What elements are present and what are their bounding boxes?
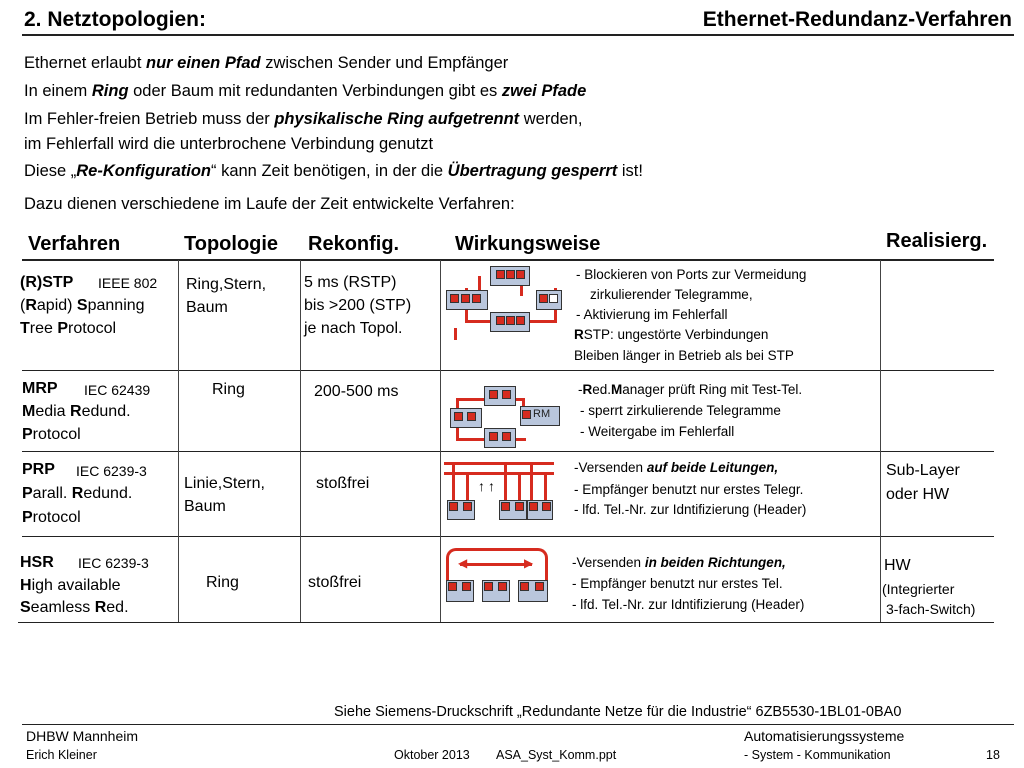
- prp-topology-2: Baum: [184, 498, 226, 515]
- intro-line-5: Diese „Re-Konfiguration“ kann Zeit benötigen, in der die Übertragung gesperrt ist!: [24, 162, 643, 180]
- col-header-rekonfig: Rekonfig.: [308, 233, 400, 255]
- hsr-full-1: High available: [20, 577, 121, 594]
- prp-desc-3: - lfd. Tel.-Nr. zur Idntifizierung (Header): [574, 502, 807, 517]
- hsr-topology: Ring: [206, 574, 239, 591]
- col-header-wirkung: Wirkungsweise: [455, 233, 601, 255]
- mrp-full-1: Media Redund.: [22, 403, 131, 420]
- mrp-desc-3: - Weitergabe im Fehlerfall: [580, 424, 735, 439]
- page-number: 18: [986, 748, 1000, 762]
- mrp-name: MRP: [22, 380, 58, 397]
- ring-manager-label: RM: [533, 408, 551, 420]
- arrow-right-icon: ▶: [524, 556, 534, 570]
- hsr-realisierung-3: 3-fach-Switch): [886, 601, 976, 617]
- arrow-left-icon: ◀: [458, 556, 468, 570]
- slide-title: 2. Netztopologien:: [24, 8, 206, 31]
- hsr-desc-2: - Empfänger benutzt nur erstes Tel.: [572, 576, 783, 591]
- footer-org: DHBW Mannheim: [26, 728, 139, 744]
- row-divider: [22, 259, 994, 261]
- col-divider: [300, 260, 301, 622]
- row-divider: [22, 451, 994, 452]
- footer-rule: [22, 724, 1014, 725]
- hsr-standard: IEC 6239-3: [78, 555, 149, 571]
- intro-line-2: In einem Ring oder Baum mit redundanten Verbindungen gibt es zwei Pfade: [24, 82, 587, 100]
- header-rule: [22, 34, 1014, 36]
- col-header-realisierung: Realisierg.: [886, 230, 988, 252]
- stp-rekonfig-3: je nach Topol.: [304, 320, 403, 337]
- intro-line-1: Ethernet erlaubt nur einen Pfad zwischen Sender und Empfänger: [24, 54, 509, 72]
- footer-course-1: Automatisierungssysteme: [744, 728, 905, 744]
- arrow-up-icon: ↑: [478, 478, 485, 494]
- intro-line-3: Im Fehler-freien Betrieb muss der physikalische Ring aufgetrennt werden,: [24, 110, 583, 128]
- arrow-up-icon: ↑: [488, 478, 495, 494]
- stp-full-1: (Rapid) Spanning: [20, 297, 145, 314]
- hsr-realisierung-2: (Integrierter: [882, 581, 955, 597]
- mrp-standard: IEC 62439: [84, 382, 151, 398]
- hsr-rekonfig: stoßfrei: [308, 574, 362, 591]
- intro-line-4: im Fehlerfall wird die unterbrochene Verbindung genutzt: [24, 135, 434, 153]
- prp-name: PRP: [22, 461, 55, 478]
- stp-desc-4: RSTP: ungestörte Verbindungen: [574, 327, 769, 342]
- stp-name: (R)STP: [20, 274, 74, 291]
- mrp-desc-1: -Red.Manager prüft Ring mit Test-Tel.: [578, 382, 803, 397]
- stp-full-2: Tree Protocol: [20, 320, 117, 337]
- stp-desc-1: - Blockieren von Ports zur Vermeidung: [576, 267, 807, 282]
- stp-topology-2: Baum: [186, 299, 228, 316]
- stp-desc-2: zirkulierender Telegramme,: [590, 287, 753, 302]
- row-divider: [22, 536, 994, 537]
- col-divider: [178, 260, 179, 622]
- slide-topic: Ethernet-Redundanz-Verfahren: [702, 8, 1012, 31]
- stp-standard: IEEE 802: [98, 275, 158, 291]
- hsr-realisierung-1: HW: [884, 557, 911, 574]
- stp-desc-3: - Aktivierung im Fehlerfall: [576, 307, 728, 322]
- col-header-verfahren: Verfahren: [28, 233, 121, 255]
- footer-date: Oktober 2013: [394, 748, 470, 762]
- prp-full-2: Protocol: [22, 509, 81, 526]
- stp-rekonfig-2: bis >200 (STP): [304, 297, 412, 314]
- stp-topology-1: Ring,Stern,: [186, 276, 267, 293]
- col-header-topologie: Topologie: [184, 233, 279, 255]
- footer-course-2: - System - Kommunikation: [744, 748, 891, 762]
- col-divider: [880, 260, 881, 622]
- prp-realisierung-1: Sub-Layer: [886, 462, 960, 479]
- hsr-desc-3: - lfd. Tel.-Nr. zur Idntifizierung (Header): [572, 597, 805, 612]
- prp-desc-1: -Versenden auf beide Leitungen,: [574, 460, 779, 475]
- hsr-full-2: Seamless Red.: [20, 599, 129, 616]
- prp-full-1: Parall. Redund.: [22, 485, 133, 502]
- mrp-desc-2: - sperrt zirkulierende Telegramme: [580, 403, 781, 418]
- col-divider: [440, 260, 441, 622]
- footer-file: ASA_Syst_Komm.ppt: [496, 748, 617, 762]
- hsr-desc-1: -Versenden in beiden Richtungen,: [572, 555, 786, 570]
- prp-rekonfig: stoßfrei: [316, 475, 370, 492]
- reference-note: Siehe Siemens-Druckschrift „Redundante Netze für die Industrie“ 6ZB5530-1BL01-0BA0: [334, 704, 902, 720]
- stp-rekonfig-1: 5 ms (RSTP): [304, 274, 397, 291]
- prp-standard: IEC 6239-3: [76, 463, 147, 479]
- mrp-topology: Ring: [212, 381, 245, 398]
- row-divider: [22, 370, 994, 371]
- stp-desc-5: Bleiben länger in Betrieb als bei STP: [574, 348, 794, 363]
- mrp-full-2: Protocol: [22, 426, 81, 443]
- prp-desc-2: - Empfänger benutzt nur erstes Telegr.: [574, 482, 804, 497]
- row-divider: [18, 622, 994, 623]
- footer-author: Erich Kleiner: [26, 748, 97, 762]
- intro-line-6: Dazu dienen verschiedene im Laufe der Zeit entwickelte Verfahren:: [24, 195, 515, 213]
- prp-realisierung-2: oder HW: [886, 486, 950, 503]
- prp-topology-1: Linie,Stern,: [184, 475, 265, 492]
- hsr-name: HSR: [20, 554, 54, 571]
- mrp-rekonfig: 200-500 ms: [314, 383, 399, 400]
